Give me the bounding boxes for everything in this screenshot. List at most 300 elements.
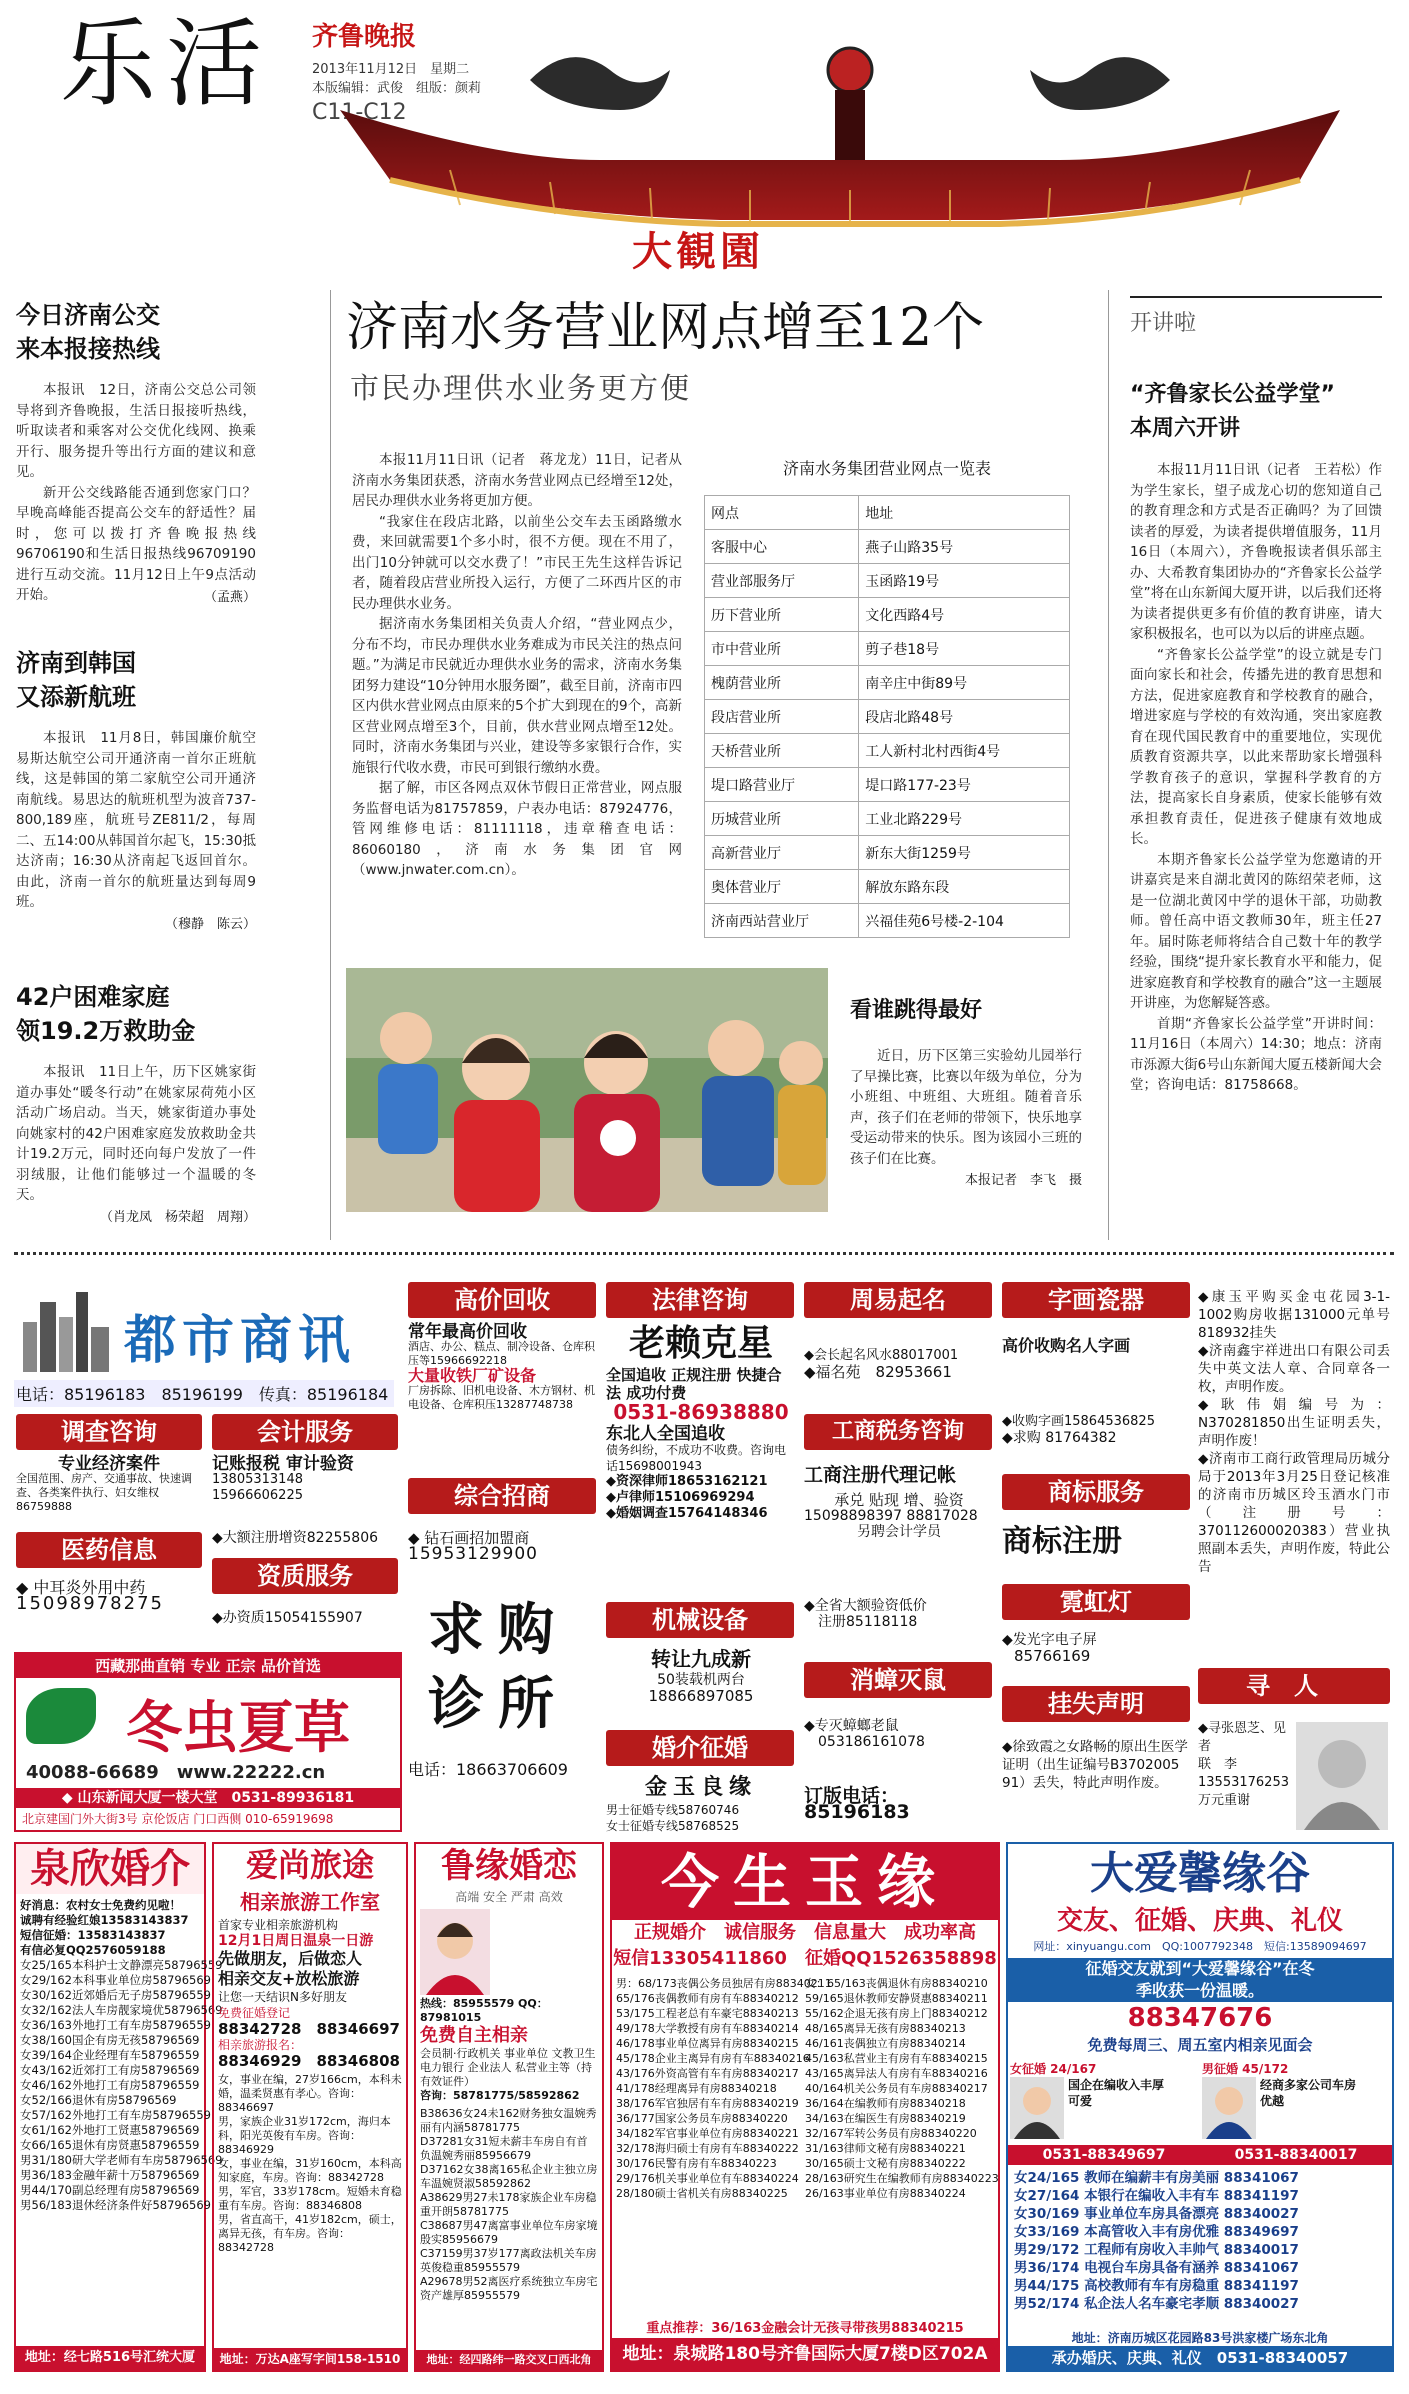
table-row (705, 530, 1070, 564)
listing-list (805, 1976, 999, 2201)
ad-headline: 大量收铁厂矿设备 (408, 1366, 537, 1385)
ad-address: 地址：经四路纬一路交叉口西北角 (416, 2350, 602, 2370)
ad-text: ◆ 钻石画招加盟商 (408, 1529, 530, 1547)
ad-headline: 金玉良缘 (644, 1775, 757, 1800)
ad-promo (1008, 1958, 1392, 2002)
paragraph: 本报11月11日讯（记者 蒋龙龙）11日，记者从济南水务集团获悉，济南水务营业网点已经增至12处，居民办理供水业务将更加方便。 (352, 452, 682, 509)
list-item: 女43/162近郊打工有房58796569 (20, 2063, 200, 2077)
photo-feature (850, 994, 1082, 1188)
column-header-kaijiangla (1130, 296, 1382, 337)
table-cell: 南辛庄中街89号 (859, 666, 1070, 700)
ad-phone: 15098898397 88817028 (804, 1508, 978, 1524)
ad-text: ◆发光字电子屏 (1002, 1632, 1097, 1648)
ad-phone: 热线：85955579 QQ：87981015 (420, 1997, 548, 2024)
female-profile (1008, 2059, 1200, 2141)
ad-text: 注册85118118 (818, 1614, 918, 1630)
category-header: 法律咨询 (606, 1282, 794, 1318)
children-dancing-photo (346, 968, 828, 1212)
paragraph: 据了解，市区各网点双休节假日正常营业，网点服务监督电话为81757859，户表办电话：87924776，管网维修电话：81111118，违章稽查电话：86060180，济南水务集团官网（www.jnwater.com.cn）。 (352, 780, 682, 878)
list-item: 40/164机关公务员有车房88340217 (805, 2082, 988, 2095)
ad-title: 爱尚旅途 (245, 1846, 374, 1884)
column-header: 地址 (859, 496, 1070, 530)
ad-text: 女士征婚专线58768525 (606, 1819, 740, 1833)
aishang-travel-ad (212, 1842, 408, 2372)
ad-headline: 东北人全国追收 (606, 1424, 725, 1444)
ad-address: ◆ 山东新闻大厦一楼大堂 0531-89936181 (16, 1788, 400, 1808)
ad-text: ◆会长起名风水88017001 (804, 1348, 959, 1363)
list-item: 女33/169 本高管收入丰有房优雅 88349697 (1014, 2224, 1299, 2240)
list-item: 43/176外资高管有车有房88340217 (616, 2067, 799, 2080)
ad-address: 地址：经七路516号汇统大厦1227 (16, 2346, 204, 2370)
table-cell: 槐荫营业所 (705, 666, 859, 700)
portrait-photo (1010, 2077, 1064, 2139)
portrait-photo (1202, 2077, 1256, 2139)
list-item: 46/161丧偶独立有房88340214 (805, 2037, 966, 2050)
table-cell: 解放东路东段 (859, 870, 1070, 904)
paragraph: “我家住在段店北路，以前坐公交车去玉函路缴水费，来回就需要1个多小时，很不方便。现在不用了，出门10分钟就可以交水费了！”市民王先生这样告诉记者，随着段店营业所投入运行，方便了二环西片区的市民办理供水业务。 (352, 513, 682, 612)
ad-phone: 88347676 (1127, 2003, 1273, 2033)
ad-bottom-line: 承办婚庆、庆典、礼仪 0531-88340057 (1008, 2346, 1392, 2370)
news-brief-aid-fund (16, 980, 256, 1225)
ad-text: 12月1日周日温泉一日游 (218, 1933, 374, 1949)
ad-text: ◆婚姻调查15764148346 (606, 1506, 768, 1521)
ad-text: ◆福名苑 82953661 (804, 1363, 952, 1381)
ad-body (416, 1995, 602, 2305)
list-item: 43/165离异法人有房有车88340216 (805, 2067, 988, 2080)
ad-headline: 商标注册 (1002, 1524, 1122, 1559)
outlet-table (704, 495, 1070, 938)
table-header-row (705, 496, 1070, 530)
classified-ad (606, 1774, 796, 1838)
category-header: 消蟑灭鼠 (804, 1662, 992, 1698)
male-profile (1200, 2059, 1392, 2141)
outlet-table-block (704, 456, 1070, 938)
ad-subtitle: 高端 安全 严肃 高效 (455, 1890, 563, 1904)
table-cell: 奥体营业厅 (705, 870, 859, 904)
ad-body (214, 1915, 406, 2257)
table-cell: 文化西路4号 (859, 598, 1070, 632)
ad-subtitle: 交友、征婚、庆典、礼仪 (1056, 1906, 1343, 1936)
list-item: A38629男27未178家族企业车房稳重开朗58781775 (420, 2191, 597, 2218)
ad-text: 厂房拆除、旧机电设备、木方钢材、机电设备、仓库积压13287748738 (408, 1384, 595, 1411)
table-row (705, 666, 1070, 700)
list-item: 45/163私营业主有房有车88340215 (805, 2052, 988, 2065)
classified-ad (1002, 1414, 1192, 1454)
list-item: 女25/165本科护士文静漂亮58796559 (20, 1958, 223, 1972)
list-item: 男，家族企业31岁172cm，海归本科，阳光英俊有车房。咨询：88346929 (218, 2115, 391, 2156)
list-item: 女29/162本科事业单位房58796569 (20, 1973, 211, 1987)
ad-phone: 18866897085 (648, 1687, 754, 1705)
list-item: 女66/165退休有房贤惠58796559 (20, 2138, 200, 2152)
category-header: 调查咨询 (16, 1414, 202, 1450)
ad-text: 全国范围、房产、交通事故、快速调查、各类案件执行、妇女维权86759888 (16, 1472, 192, 1513)
ad-phone: 88346929 88346808 (218, 2052, 400, 2070)
list-item: 女38/160国企有房无孩58796569 (20, 2033, 200, 2047)
list-item: B38636女24未162财务独女温婉秀丽有内涵58781775 (420, 2107, 597, 2134)
ad-order-phone: 订版电话：85196183 (804, 1785, 910, 1823)
column-divider (330, 290, 331, 1240)
list-item: 男44/170副总经理有房58796569 (20, 2183, 200, 2197)
ad-text: 国企在编收入丰厚 (1068, 2078, 1165, 2092)
city-skyline-icon (18, 1292, 118, 1372)
ad-text: 男征婚 45/172 (1202, 2062, 1289, 2076)
table-cell: 营业部服务厅 (705, 564, 859, 598)
classified-ad (804, 1348, 994, 1392)
headline: “齐鲁家长公益学堂” (1130, 382, 1335, 407)
list-item: 41/178经理离异有房88340218 (616, 2082, 777, 2095)
classified-ad (1002, 1632, 1192, 1676)
table-cell: 堤口路营业厅 (705, 768, 859, 802)
list-item: 28/180硕士省机关有房88340225 (616, 2187, 788, 2200)
ad-text: 网址：xinyuangu.com QQ:1007792348 短信:13589094697 (1033, 1940, 1367, 1953)
category-header: 寻人 (1198, 1668, 1390, 1704)
ad-address: 地址：济南历城区花园路83号洪家楼广场东北角 (1071, 2331, 1329, 2345)
list-item: 女27/164 本银行在编收入丰有车 88341197 (1014, 2188, 1299, 2204)
classified-ad: ◆大额注册增资82255806 (212, 1530, 379, 1546)
table-cell: 济南西站营业厅 (705, 904, 859, 938)
column-name: 开讲啦 (1130, 311, 1197, 336)
table-cell: 燕子山路35号 (859, 530, 1070, 564)
list-item: 29/176机关事业单位有车88340224 (616, 2172, 799, 2185)
category-header: 挂失声明 (1002, 1686, 1190, 1722)
paragraph: 本报11月11日讯（记者 王若松）作为学生家长，望子成龙心切的您知道自己的教育理念和方式是否正确吗？为了回馈读者的厚爱，为读者提供增值服务，11月16日（本周六），齐鲁晚报读者俱乐部主办、大希教育集团协办的“齐鲁家长公益学堂”将在山东新闻大厦开讲，以后我们还将为读者提供更多有价值的教育讲座，请大家积极报名，也可以为以后的讲座点题。 (1130, 462, 1382, 642)
classified-ad: ◆办资质15054155907 (212, 1610, 363, 1626)
ad-title: 鲁缘婚恋 (441, 1846, 577, 1886)
category-header: 医药信息 (16, 1532, 202, 1568)
ad-text: 联 李 (1198, 1757, 1238, 1772)
lead-body (352, 450, 682, 881)
missing-person-ad (1198, 1720, 1294, 1830)
ad-text: 好消息：农村女士免费约见啦！ (20, 1898, 181, 1912)
ad-title: 泉欣婚介 (16, 1844, 204, 1894)
table-row (705, 836, 1070, 870)
ad-topline: 西藏那曲直销 专业 正宗 品价首选 (16, 1654, 400, 1678)
list-item: 男29/172 工程师有房收入丰帅气 88340017 (1014, 2242, 1299, 2258)
lead-headline: 济南水务营业网点增至12个 (346, 298, 985, 358)
table-cell: 历城营业所 (705, 802, 859, 836)
classified-ad (804, 1598, 994, 1638)
ad-text: 短信征婚：13583143837 (20, 1928, 166, 1942)
byline: （穆静 陈云） (164, 916, 256, 932)
leaf-logo-icon (26, 1688, 96, 1744)
list-item: C38687男47离富事业单位车房家境殷实85956679 (420, 2219, 598, 2246)
table-row (705, 700, 1070, 734)
list-item: 30/176民警有房有车88340223 (616, 2157, 777, 2170)
category-header: 周易起名 (804, 1282, 992, 1318)
table-row (705, 870, 1070, 904)
classified-ad (606, 1322, 796, 1570)
list-item: 女39/164企业经理有车58796559 (20, 2048, 200, 2062)
ad-text: ◆资深律师18653162121 (606, 1474, 768, 1489)
ad-subtitle: 相亲旅游工作室 (240, 1890, 380, 1914)
paragraph: “齐鲁家长公益学堂”的设立就是专门面向家长和社会，传播先进的教育思想和方法，促进家庭教育和学校教育的融合，增进家庭与学校的有效沟通，突出家庭教育在现代国民教育中的重要地位，实现优质教育资源共享，以此来帮助家长增强科学教育孩子的意识，掌握科学教育的方法，提高家长自身素质，使家长能够有效承担教育责任，促进孩子健康有效地成长。 (1130, 646, 1382, 847)
headline: 来本报接热线 (16, 335, 160, 363)
photo-credit: 本报记者 李飞 摄 (964, 1173, 1082, 1188)
luyuan-marriage-ad (414, 1842, 604, 2372)
ad-phone: 053186161078 (818, 1734, 925, 1750)
list-item: 26/163事业单位有房88340224 (805, 2187, 966, 2200)
ad-headline: 高价收购名人字画 (1002, 1336, 1131, 1355)
list-item: 男31/180研大学老师有车房58796569 (20, 2153, 223, 2167)
ad-phone: 电话：18663706609 (408, 1760, 568, 1779)
ad-headline: 冬虫夏草 (126, 1696, 350, 1761)
section-title: 乐活 (60, 8, 272, 120)
ad-text: 全国追收 正规注册 快捷合法 成功付费 (606, 1366, 782, 1402)
ad-text: 短信13305411860 征婚QQ1526358898 (613, 1948, 997, 1969)
table-row (705, 768, 1070, 802)
list-item: 53/175工程老总有车豪宅88340213 (616, 2007, 799, 2020)
ad-phone: 15953129900 (408, 1544, 538, 1564)
featured-profiles (1008, 2059, 1392, 2141)
ad-phone: 40088-66689 www.22222.cn (26, 1762, 326, 1783)
list-item: 女24/165 教师在编薪丰有房美丽 88341067 (1014, 2170, 1299, 2186)
news-brief-korea-flight (16, 646, 256, 932)
headline: 今日济南公交 (16, 301, 160, 329)
ad-phone: 13553176253 (1198, 1775, 1289, 1790)
ad-phone: 咨询：58781775/58592862 (420, 2089, 580, 2102)
ad-text: 让您一天结识N多好朋友 (218, 1990, 347, 2004)
table-cell: 工人新村北村西街4号 (859, 734, 1070, 768)
category-header: 婚介征婚 (606, 1730, 794, 1766)
headline: 济南到韩国 (16, 649, 136, 677)
ad-text: 季收获一份温暖。 (1135, 1981, 1264, 2000)
issue-date: 2013年11月12日 星期二 (312, 62, 470, 77)
category-header: 霓虹灯 (1002, 1584, 1190, 1620)
ad-text: ◆专灭蟑螂老鼠 (804, 1718, 899, 1734)
dushi-title: 都市商讯 (124, 1311, 357, 1371)
category-header: 字画瓷器 (1002, 1282, 1190, 1318)
ad-phone: 15098978275 (16, 1593, 164, 1614)
ad-phone: 0531-86938880 (613, 1400, 789, 1424)
ad-headline: 转让九成新 (651, 1647, 751, 1671)
list-item: 59/165退休教师安静贤惠88340211 (805, 1992, 988, 2005)
ad-text: 免费自主相亲 (420, 2025, 528, 2046)
ad-text: 先做朋友，后做恋人 (218, 1949, 363, 1968)
ad-text: ◆卢律师15106969294 (606, 1490, 755, 1505)
table-cell: 天桥营业所 (705, 734, 859, 768)
photo-title: 看谁跳得最好 (850, 998, 983, 1023)
list-item: 男，省直高干，41岁182cm，硕士，离异无孩，有车房。咨询：88342728 (218, 2213, 402, 2254)
table-cell: 新东大街1259号 (859, 836, 1070, 870)
page-separator (14, 1252, 1394, 1255)
ad-text: 经商多家公司车房 (1260, 2078, 1357, 2092)
list-item: 女32/162法人车房靓家境优58796569 (20, 2003, 223, 2017)
ad-text: ◆寻张恩芝、见者 (1198, 1721, 1286, 1754)
ad-address: 北京建国门外大街3号 京伦饭店 门口西侧 010-65919698 (22, 1812, 334, 1826)
column-header: 网点 (705, 496, 859, 530)
paper-logo: 齐鲁晚报 (312, 22, 417, 52)
list-item: 36/177国家公务员车房88340220 (616, 2112, 788, 2125)
ad-text: 可爱 (1068, 2094, 1093, 2108)
paragraph: 据济南水务集团相关负责人介绍，“营业网点少，分布不均，市民办理供水业务难成为市民关注的热点问题。”为满足市民就近办理供水业务的需求，济南水务集团努力建设“10分钟用水服务圈”，截至目前，济南市四区内供水营业网点由原来的5个扩大到现在的9个，高新区营业网点增至3个，目前，供水营业网点增至12处。同时，济南水务集团与兴业，建设等多家银行合作，实施银行代收水费，市民可到银行缴纳水费。 (352, 616, 682, 776)
clinic-wanted-ad (408, 1586, 598, 1786)
ad-text: 征婚交友就到“大爱馨缘谷”在冬 (1085, 1959, 1315, 1978)
list-item: 55/162企退无孩有房上门88340212 (805, 2007, 988, 2020)
page-numbers: C11-C12 (312, 100, 407, 125)
table-cell: 玉函路19号 (859, 564, 1070, 598)
table-cell: 剪子巷18号 (859, 632, 1070, 666)
news-brief-bus-hotline (16, 298, 256, 605)
list-item: 36/164在编教师有房88340218 (805, 2097, 966, 2110)
editor-line: 本版编辑：武俊 组版：颜莉 (312, 81, 482, 96)
list-item: 女，事业在编，31岁160cm，本科高知家庭，车房。咨询：88342728 (218, 2157, 402, 2184)
headline: 领19.2万救助金 (16, 1017, 196, 1045)
column-logo: 大観園 (632, 228, 764, 275)
paragraph: 本报讯 11月8日，韩国廉价航空易斯达航空公司开通济南一首尔正班航线，这是韩国的第二家航空公司开通济南航线。易思达的航班机型为波音737-800,189座，航班号ZE811/2，每周二、五14:00从韩国首尔起飞，15:30抵达济南；16:30从济南起飞返回首尔。由此，济南一首尔的航班量达到每周9班。 (16, 730, 256, 910)
list-item: 女30/169 事业单位车房具备漂亮 88340027 (1014, 2206, 1299, 2222)
listing-list (218, 2073, 402, 2255)
table-cell: 兴福佳苑6号楼-2-104 (859, 904, 1070, 938)
list-item: A29678男52离医疗系统独立车房宅资产雄厚85955579 (420, 2275, 598, 2302)
listing-list (20, 1958, 223, 2153)
list-item: 34/163在编医生有房88340219 (805, 2112, 966, 2125)
list-item: 28/163研究生在编教师有房88340223 (805, 2172, 999, 2185)
article-body (16, 380, 256, 606)
ad-address: 地址：泉城路180号齐鲁国际大厦7楼D区702A (612, 2338, 998, 2370)
list-item: 女：65/163丧偶退休有房88340210 (805, 1977, 988, 1990)
profile-phones (1008, 2145, 1392, 2165)
paragraph: 近日，历下区第三实验幼儿园举行了早操比赛，比赛以年级为单位，分为小班组、中班组、大班组。随着音乐声，孩子们在老师的带领下，快乐地享受运动带来的快乐。图为该园小三班的孩子们在比赛。 (850, 1048, 1082, 1167)
photo-caption (850, 1046, 1082, 1169)
list-item: 49/178大学教授有房有车88340214 (616, 2022, 799, 2035)
ad-text: 男士征婚专线58760746 (606, 1803, 740, 1817)
ad-headline: 记账报税 审计验资 (212, 1454, 354, 1474)
ad-list (16, 1894, 223, 2217)
ad-text: 免费征婚登记 (218, 2006, 291, 2020)
parenting-school-article (1130, 378, 1382, 1096)
list-item: 34/182军官事业单位有房88340221 (616, 2127, 799, 2140)
listing-list (616, 1976, 832, 2201)
list-item: 32/178海归硕士有房有车88340222 (616, 2142, 799, 2155)
ad-text: 优越 (1260, 2094, 1285, 2108)
list-item: 31/163律师文秘有房88340221 (805, 2142, 966, 2155)
ad-text: 诚聘有经验红娘13583143837 (20, 1913, 189, 1927)
category-header: 工商税务咨询 (804, 1414, 992, 1450)
ad-phone: 0531-88349697 (1042, 2147, 1166, 2163)
daai-xinyuangu-ad (1006, 1842, 1394, 2372)
ad-phone: 85766169 (1014, 1647, 1091, 1665)
lost-notice: ◆济南市工商行政管理局历城分局于2013年3月25日登记核准的济南市历城区玲玉酒水门市（注册号：370112600020383）营业执照副本丢失，声明作废，特此公告 (1198, 1451, 1390, 1575)
ad-text: 免费每周三、周五室内相亲见面会 (1087, 2036, 1313, 2054)
classified-ad (408, 1324, 598, 1436)
byline: （肖龙凤 杨荣超 周翔） (99, 1209, 256, 1225)
classified-ad (16, 1456, 202, 1520)
ad-title: 今生玉缘 (612, 1844, 998, 1920)
ad-phone: 0531-88340017 (1234, 2147, 1358, 2163)
ad-text: ◆收购字画15864536825 (1002, 1414, 1155, 1429)
list-item: 男36/174 电视台车房具备有涵养 88341067 (1014, 2260, 1299, 2276)
table-cell: 客服中心 (705, 530, 859, 564)
listing-list (420, 2107, 598, 2303)
table-cell: 市中营业所 (705, 632, 859, 666)
ad-text: ◆全省大额验资低价 (804, 1598, 927, 1614)
list-item: 38/176军官独居有车有房88340219 (616, 2097, 799, 2110)
table-cell: 堤口路177-23号 (859, 768, 1070, 802)
list-item: C37159男37岁177离政法机关车房英俊稳重85955579 (420, 2247, 597, 2274)
paragraph: 首期“齐鲁家长公益学堂”开讲时间：11月16日（本周六）14:30；地点：济南市泺源大街6号山东新闻大厦五楼新闻大会堂；咨询电话：81758668。 (1130, 1015, 1382, 1093)
ad-text: 酒店、办公、糕点、制冷设备、仓库积压等15966692218 (408, 1340, 595, 1367)
ad-text: 重点推荐：36/163金融会计无孩寻带孩男88340215 (646, 2321, 964, 2336)
list-item: 女61/162外地打工贤惠58796569 (20, 2123, 200, 2137)
ad-text: 有信必复QQ2576059188 (20, 1943, 166, 1957)
ad-text: 相亲交友+放松旅游 (218, 1969, 360, 1988)
list-item: D37281女31短未薪丰车房自有首负温婉秀丽85956679 (420, 2135, 588, 2162)
ad-text: ◆求购 81764382 (1002, 1430, 1117, 1446)
list-item: D37162女38离165私企业主独立房车温婉贤淑58592862 (420, 2163, 598, 2190)
table-cell: 段店北路48号 (859, 700, 1070, 734)
byline: （孟燕） (203, 589, 256, 605)
column-divider (1108, 290, 1109, 1240)
portrait-photo (420, 1909, 490, 1995)
table-row (705, 904, 1070, 938)
table-row (705, 564, 1070, 598)
classified-ad (1002, 1522, 1192, 1562)
ad-title: 大爱馨缘谷 (1090, 1848, 1310, 1899)
classified-ad (408, 1530, 598, 1578)
ad-text: 女征婚 24/167 (1010, 2062, 1097, 2076)
article-body (16, 728, 256, 913)
ad-text: 首家专业相亲旅游机构 (218, 1918, 339, 1932)
table-row (705, 734, 1070, 768)
category-header: 综合招商 (408, 1478, 596, 1514)
notice-list (1198, 1288, 1390, 1658)
list-item: 32/167军转公务员有房88340220 (805, 2127, 977, 2140)
table-cell: 工业北路229号 (859, 802, 1070, 836)
ad-headline: 专业经济案件 (58, 1454, 160, 1474)
list-item: 48/165离异无孩有房88340213 (805, 2022, 966, 2035)
list-item: 男，军官，33岁178cm。短婚未育稳重有车房。咨询：88346808 (218, 2185, 402, 2212)
category-header: 商标服务 (1002, 1474, 1190, 1510)
list-item: 男：68/173丧偶公务员独居有房88340211 (616, 1977, 832, 1990)
category-header: 机械设备 (606, 1602, 794, 1638)
category-header: 会计服务 (212, 1414, 398, 1450)
table-row (705, 632, 1070, 666)
headline: 本周六开讲 (1130, 416, 1241, 441)
ad-address: 地址：万达A座写字间158-1510 (214, 2348, 406, 2370)
article-body (16, 1062, 256, 1206)
article-body (1130, 460, 1382, 1096)
list-item: 女，事业在编，27岁166cm，本科未婚，温柔贤惠有孝心。咨询：88346697 (218, 2073, 402, 2114)
ad-text: 正规婚介 诚信服务 信息量大 成功率高 (634, 1922, 976, 1943)
ad-headline: 工商注册代理记帐 (804, 1464, 957, 1486)
table-row (705, 802, 1070, 836)
list-item: 女46/162外地打工有房58796559 (20, 2078, 200, 2092)
ad-text: 另聘会计学员 (857, 1524, 941, 1540)
ad-text: 50装载机两台 (657, 1672, 745, 1688)
classified-ad (212, 1456, 398, 1520)
category-header: 高价回收 (408, 1282, 596, 1318)
listing-columns (612, 1972, 998, 2205)
list-item: 男56/183退休经济条件好58796569 (20, 2198, 211, 2212)
list-item: 男52/174 私企法人名车豪宅孝顺 88340027 (1014, 2296, 1299, 2312)
classified-ad (804, 1462, 994, 1566)
ad-text: 承兑 贴现 增、验资 (834, 1491, 964, 1509)
table-caption: 济南水务集团营业网点一览表 (782, 459, 991, 478)
table-cell: 段店营业所 (705, 700, 859, 734)
headline: 42户困难家庭 (16, 983, 170, 1011)
list-item: 女52/166退休有房58796569 (20, 2093, 177, 2107)
quanxin-marriage-agency-ad (14, 1842, 223, 2389)
missing-person-photo (1296, 1722, 1388, 1830)
paragraph: 本期齐鲁家长公益学堂为您邀请的开讲嘉宾是来自湖北黄冈的陈绍荣老师，这是一位湖北黄冈中学的退休干部，功勋教师。曾任高中语文教师30年，班主任27年。届时陈老师将结合自己数十年的教学经验，围绕“提升家长教育水平和能力，促进家庭教育和学校教育的融合”这一主题展开讲座，为您解疑答惑。 (1130, 851, 1382, 1011)
dushi-tel: 电话：85196183 85196199 传真：85196184 (14, 1380, 394, 1407)
ad-headline: 常年最高价回收 (408, 1322, 527, 1342)
ad-text: 相亲旅游报名： (218, 2038, 303, 2052)
classified-ad: ◆徐致霞之女路畅的原出生医学证明（出生证编号B3702005 91）丢失，特此声明作废。 (1002, 1739, 1188, 1791)
listing-list (1008, 2165, 1392, 2317)
classified-ad (804, 1718, 994, 1758)
list-item: 女57/162外地打工有车房58796559 (20, 2108, 211, 2122)
